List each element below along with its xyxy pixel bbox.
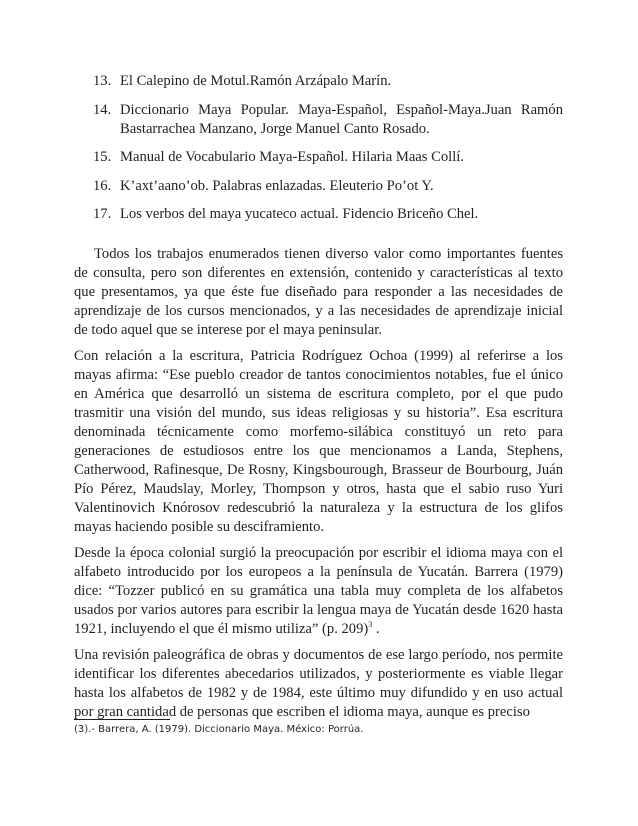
list-item-number: 15. [93, 149, 112, 165]
list-item [93, 177, 563, 196]
list-item [93, 101, 563, 139]
list-item-number: 14. [93, 101, 112, 118]
list-item-text: K’axt’aano’ob. Palabras enlazadas. Eleuterio Po’ot Y. [120, 177, 434, 194]
paragraph-writing-system: Con relación a la escritura, Patricia Rodríguez Ochoa (1999) al referirse a los mayas afirma: “Ese pueblo creador de tantos conocimientos notables, fue el único en América que desarrolló un sistema de escritura completo, por el que pudo trasmitir una visión del mundo, sus ideas religiosas y su historia”. Esa escritura denominada técnicamente como morfemo-silábica constituyó un reto para generaciones de estudiosos entre los que mencionamos a Landa, Stephens, Catherwood, Rafinesque, De Rosny, Kingsbourough, Brasseur de Bourbourg, Juán Pío Pérez, Maudslay, Morley, Thompson y otros, hasta que el sabio ruso Yuri Valentinovich Knórosov redescubrió la naturaleza y la estructura de los glifos mayas haciendo posible su desciframiento. [74, 348, 563, 535]
list-item [93, 72, 563, 91]
list-item-number: 17. [93, 206, 112, 222]
list-item-text: Diccionario Maya Popular. Maya-Español, Español-Maya.Juan Ramón Bastarrachea Manzano, Jorge Manuel Canto Rosado. [120, 101, 563, 137]
list-item-number: 13. [93, 73, 112, 89]
list-item [93, 205, 563, 224]
list-item-text: El Calepino de Motul.Ramón Arzápalo Marín. [120, 73, 392, 89]
paragraph-works-summary: Todos los trabajos enumerados tienen diverso valor como importantes fuentes de consulta, pero son diferentes en extensión, contenido y características al texto que presentamos, ya que éste fue diseñado para responder a las necesidades de aprendizaje de los cursos mencionados, y a las necesidades de aprendizaje inicial de todo aquel que se interese por el maya peninsular. [74, 246, 563, 338]
list-item [93, 148, 563, 167]
list-item-number: 16. [93, 177, 112, 194]
paragraph-paleographic-review: Una revisión paleográfica de obras y documentos de ese largo período, nos permite identificar los diferentes abecedarios utilizados, y posteriormente es viable llegar hasta los alfabetos de 1982 y de 1984, este último muy difundido y en uso actual por gran cantidad de personas que escriben el idioma maya, aunque es preciso [74, 647, 563, 720]
paragraph-colonial-alphabet [74, 544, 563, 639]
list-item-text: Manual de Vocabulario Maya-Español. Hilaria Maas Collí. [120, 149, 464, 165]
paragraph-colonial-alphabet-end: . [372, 621, 380, 637]
footnote-reference: 3 [368, 620, 373, 630]
footnote-divider [74, 719, 170, 720]
footnote: (3).- Barrera, A. (1979). Diccionario Maya. México: Porrúa. [74, 724, 364, 735]
paragraph-colonial-alphabet-text: Desde la época colonial surgió la preocupación por escribir el idioma maya con el alfabeto introducido por los europeos a la península de Yucatán. Barrera (1979) dice: “Tozzer publicó en su gramática una tabla muy completa de los alfabetos usados por varios autores para escribir la lengua maya de Yucatán desde 1620 hasta 1921, incluyendo el que él mismo utiliza” (p. 209) [74, 545, 563, 637]
body-text [74, 245, 563, 729]
reference-list [93, 72, 563, 234]
list-item-text: Los verbos del maya yucateco actual. Fidencio Briceño Chel. [120, 206, 479, 222]
